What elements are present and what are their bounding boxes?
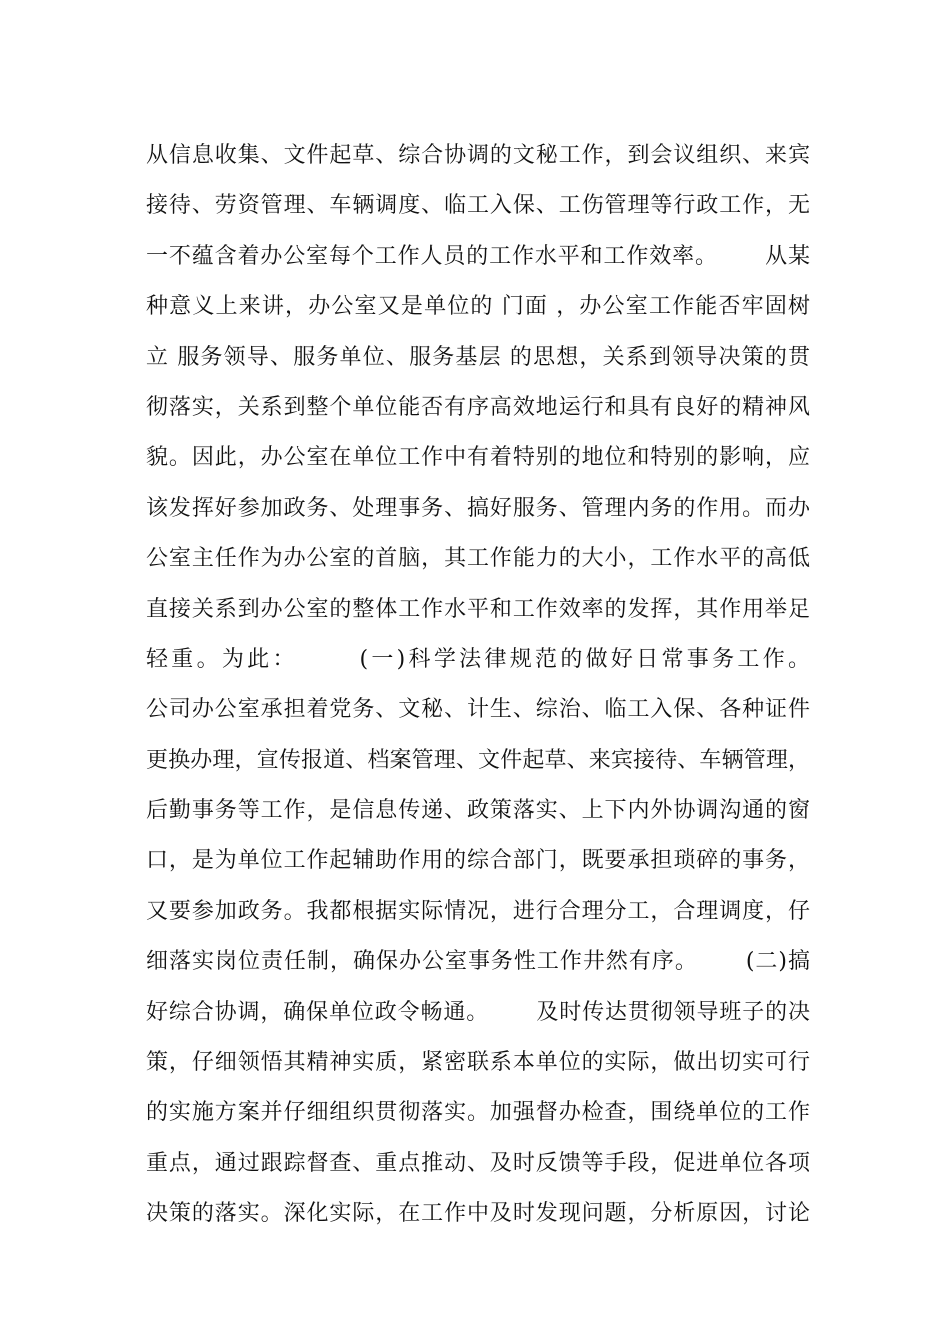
text-line: 细落实岗位责任制，确保办公室事务性工作井然有序。 (二)搞 bbox=[146, 949, 810, 975]
text-line: 该发挥好参加政务、处理事务、搞好服务、管理内务的作用。而办 bbox=[146, 495, 810, 521]
text-line: 口，是为单位工作起辅助作用的综合部门，既要承担琐碎的事务， bbox=[146, 848, 810, 874]
text-line: 更换办理，宣传报道、档案管理、文件起草、来宾接待、车辆管理， bbox=[146, 747, 810, 773]
text-line: 一不蕴含着办公室每个工作人员的工作水平和工作效率。 从某 bbox=[146, 243, 810, 269]
text-line: 又要参加政务。我都根据实际情况，进行合理分工，合理调度，仔 bbox=[146, 898, 810, 924]
text-line: 策，仔细领悟其精神实质，紧密联系本单位的实际，做出切实可行 bbox=[146, 1050, 810, 1076]
text-line: 轻重。为此： (一)科学法律规范的做好日常事务工作。 bbox=[146, 646, 810, 672]
text-line: 接待、劳资管理、车辆调度、临工入保、工伤管理等行政工作，无 bbox=[146, 193, 810, 219]
text-line: 直接关系到办公室的整体工作水平和工作效率的发挥，其作用举足 bbox=[146, 596, 810, 622]
text-line: 公司办公室承担着党务、文秘、计生、综治、临工入保、各种证件 bbox=[146, 697, 810, 723]
text-line: 决策的落实。深化实际，在工作中及时发现问题，分析原因，讨论 bbox=[146, 1201, 810, 1227]
text-line: 种意义上来讲，办公室又是单位的 门面 ，办公室工作能否牢固树 bbox=[146, 294, 810, 320]
body-text bbox=[146, 131, 810, 1240]
text-line: 重点，通过跟踪督查、重点推动、及时反馈等手段，促进单位各项 bbox=[146, 1150, 810, 1176]
text-line: 彻落实，关系到整个单位能否有序高效地运行和具有良好的精神风 bbox=[146, 394, 810, 420]
text-line: 立 服务领导、服务单位、服务基层 的思想，关系到领导决策的贯 bbox=[146, 344, 810, 370]
text-line: 后勤事务等工作，是信息传递、政策落实、上下内外协调沟通的窗 bbox=[146, 798, 810, 824]
text-line: 从信息收集、文件起草、综合协调的文秘工作，到会议组织、来宾 bbox=[146, 143, 810, 168]
text-line: 公室主任作为办公室的首脑，其工作能力的大小，工作水平的高低 bbox=[146, 546, 810, 572]
text-line: 的实施方案并仔细组织贯彻落实。加强督办检查，围绕单位的工作 bbox=[146, 1100, 810, 1126]
text-line: 好综合协调，确保单位政令畅通。 及时传达贯彻领导班子的决 bbox=[146, 999, 810, 1025]
text-line: 貌。因此，办公室在单位工作中有着特别的地位和特别的影响，应 bbox=[146, 445, 810, 471]
